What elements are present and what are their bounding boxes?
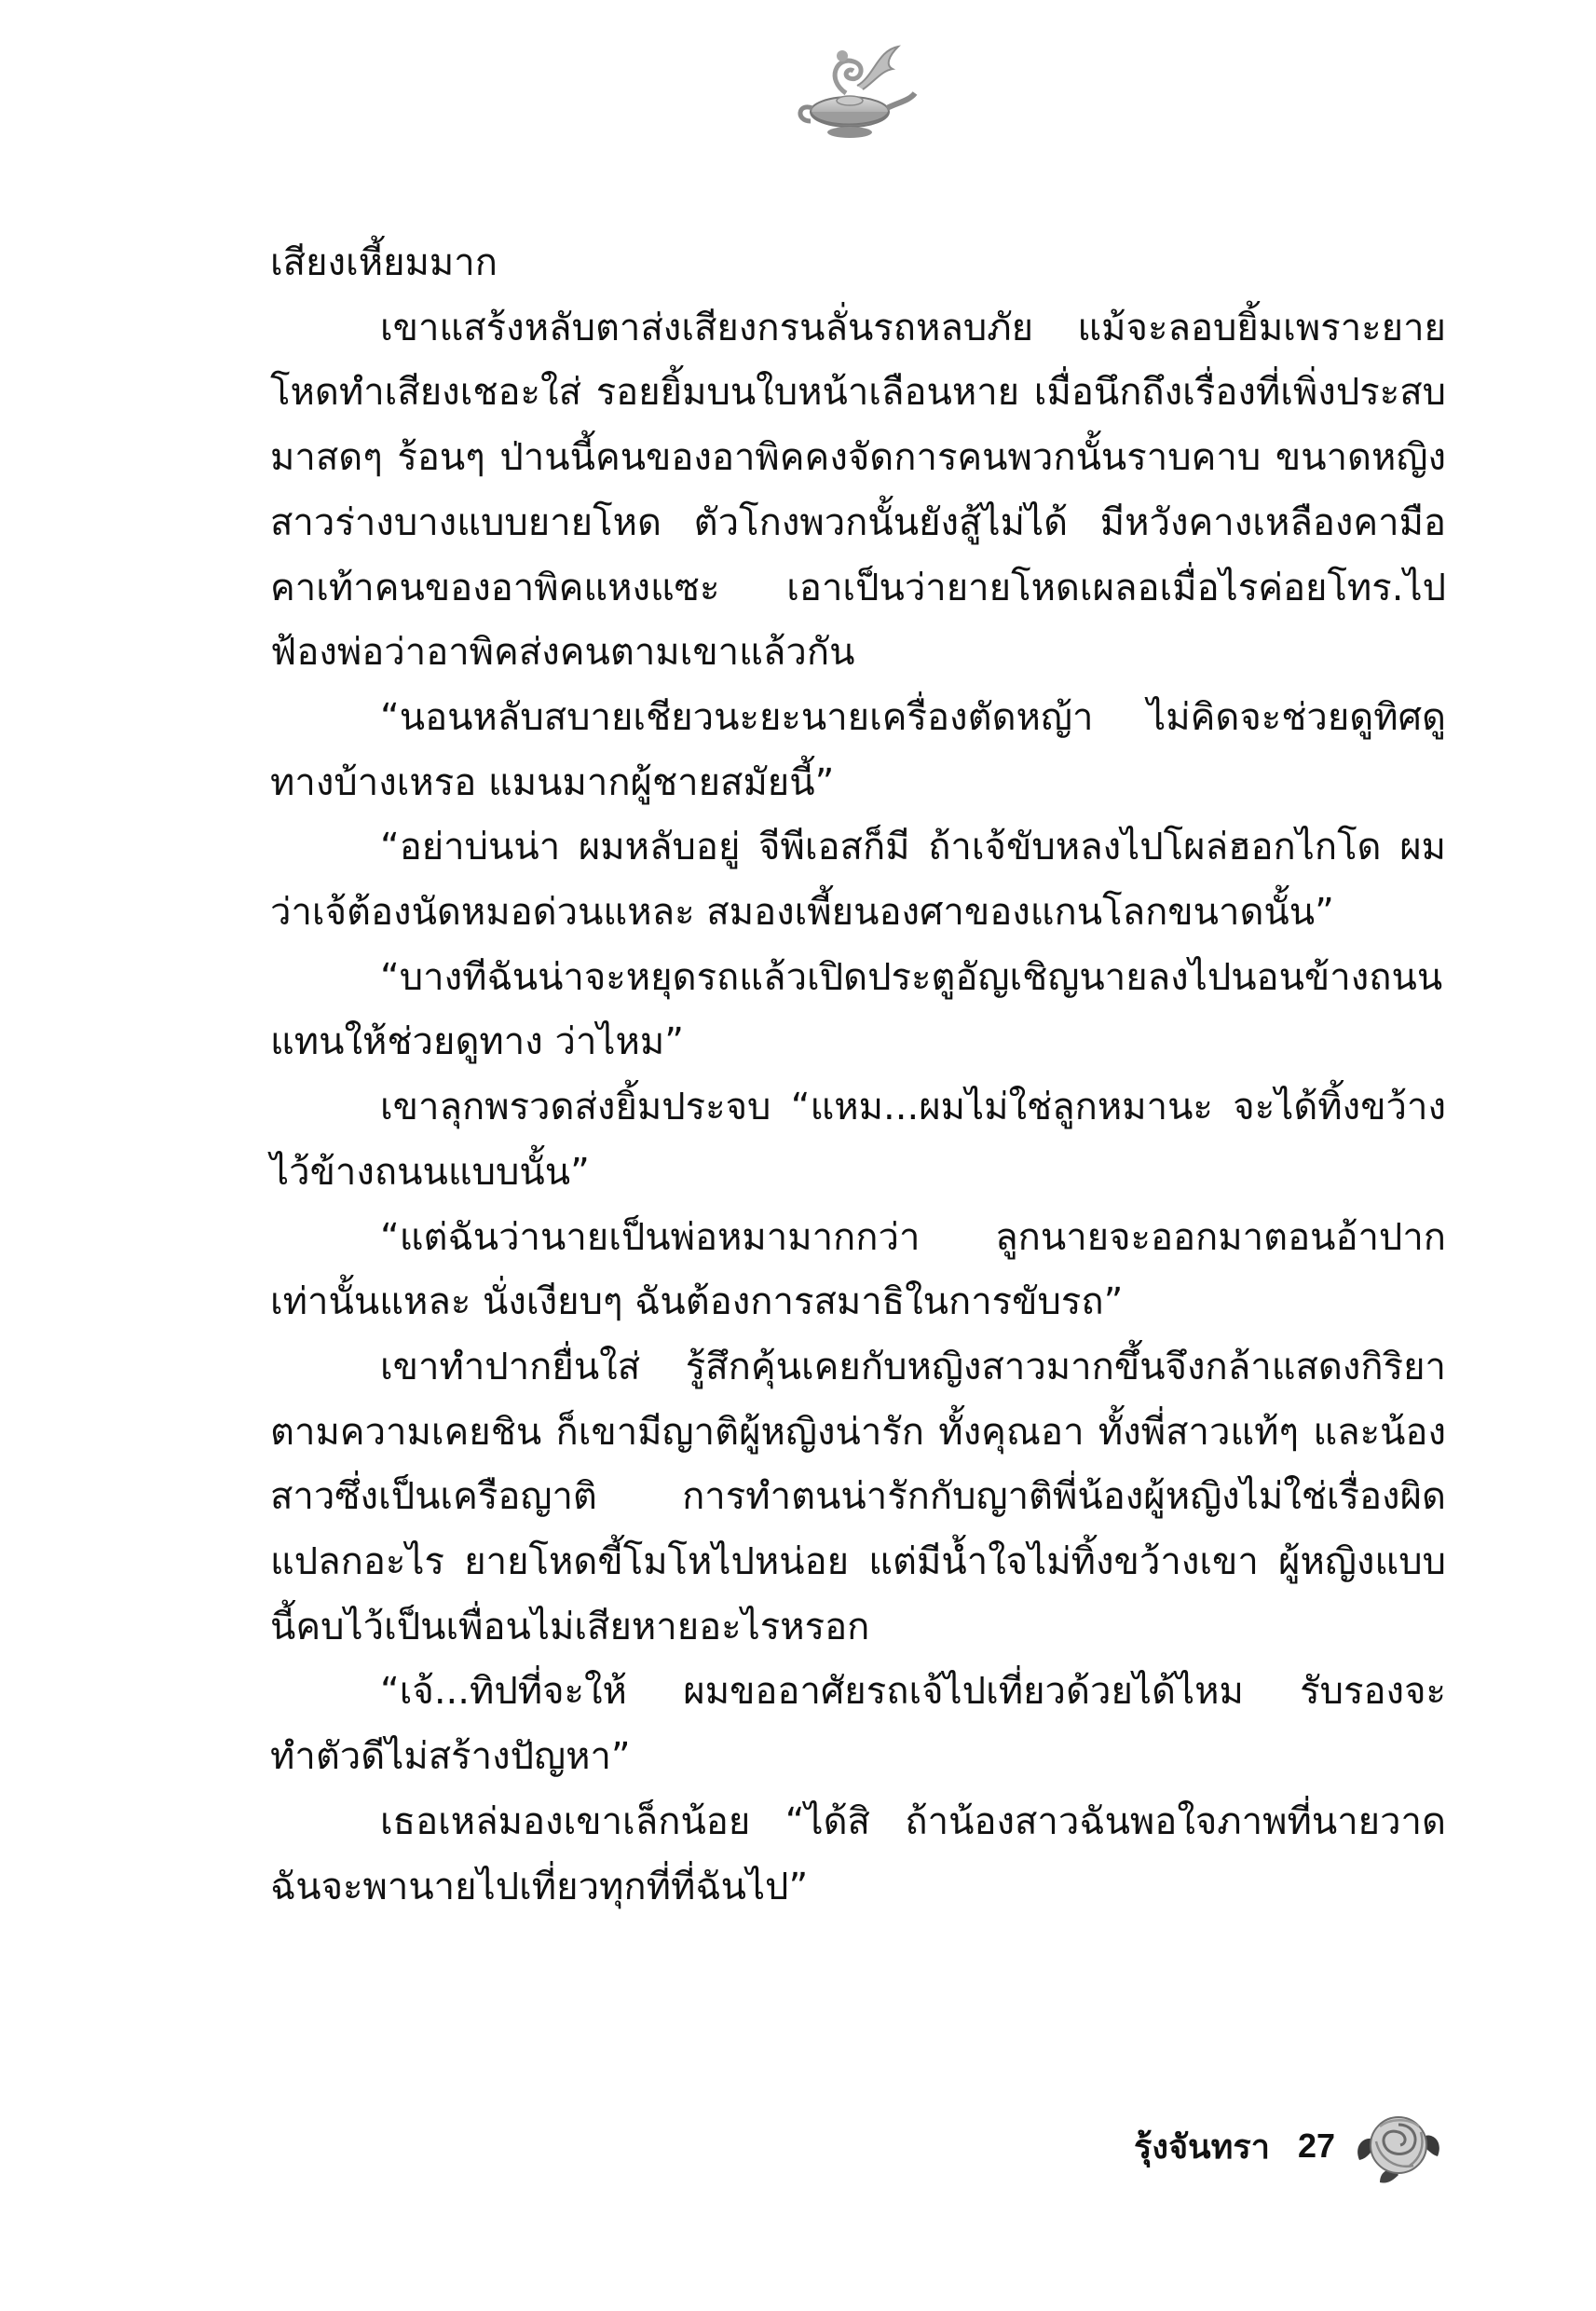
story-text bbox=[270, 231, 1446, 1920]
paragraph: เขาลุกพรวดส่งยิ้มประจบ “แหม...ผมไม่ใช่ลูกหมานะ จะได้ทิ้งขว้างไว้ข้างถนนแบบนั้น” bbox=[270, 1086, 1446, 1194]
genie-lamp-icon bbox=[788, 28, 919, 158]
book-title: รุ้งจันทรา bbox=[1134, 2127, 1270, 2167]
paragraph: “เจ้...ทิปที่จะให้ ผมขออาศัยรถเจ้ไปเที่ยวด้วยได้ไหม รับรองจะทำตัวดีไม่สร้างปัญหา” bbox=[270, 1670, 1446, 1779]
paragraph: “บางทีฉันน่าจะหยุดรถแล้วเปิดประตูอัญเชิญนายลงไปนอนข้างถนนแทนให้ช่วยดูทาง ว่าไหม” bbox=[270, 955, 1443, 1064]
rose-icon bbox=[1352, 2104, 1445, 2188]
paragraph: “อย่าบ่นน่า ผมหลับอยู่ จีพีเอสก็มี ถ้าเจ้ขับหลงไปโผล่ฮอกไกโด ผมว่าเจ้ต้องนัดหมอด่วนแหละ สมองเพี้ยนองศาของแกนโลกขนาดนั้น” bbox=[270, 826, 1446, 935]
paragraph: เสียงเหี้ยมมาก bbox=[270, 241, 498, 284]
paragraph: เขาแสร้งหลับตาส่งเสียงกรนลั่นรถหลบภัย แม้จะลอบยิ้มเพราะยายโหดทำเสียงเชอะใส่ รอยยิ้มบนใบหน้าเลือนหาย เมื่อนึกถึงเรื่องที่เพิ่งประสบมาสดๆ ร้อนๆ ป่านนี้คนของอาพิคคงจัดการคนพวกนั้นราบคาบ ขนาดหญิงสาวร่างบางแบบยายโหด ตัวโกงพวกนั้นยังสู้ไม่ได้ มีหวังคางเหลืองคามือคาเท้าคนของอาพิคแหงแซะ เอาเป็นว่ายายโหดเผลอเมื่อไรค่อยโทร.ไปฟ้องพ่อว่าอาพิคส่งคนตามเขาแล้วกัน bbox=[270, 306, 1446, 675]
page-number: 27 bbox=[1297, 2126, 1335, 2165]
page-footer bbox=[1134, 2104, 1445, 2188]
paragraph: “นอนหลับสบายเชียวนะยะนายเครื่องตัดหญ้า ไม่คิดจะช่วยดูทิศดูทางบ้างเหรอ แมนมากผู้ชายสมัยนี้” bbox=[270, 695, 1446, 804]
paragraph: เธอเหล่มองเขาเล็กน้อย “ได้สิ ถ้าน้องสาวฉันพอใจภาพที่นายวาดฉันจะพานายไปเที่ยวทุกที่ที่ฉันไป” bbox=[270, 1799, 1446, 1908]
paragraph: เขาทำปากยื่นใส่ รู้สึกคุ้นเคยกับหญิงสาวมากขึ้นจึงกล้าแสดงกิริยาตามความเคยชิน ก็เขามีญาติผู้หญิงน่ารัก ทั้งคุณอา ทั้งพี่สาวแท้ๆ และน้องสาวซึ่งเป็นเครือญาติ การทำตนน่ารักกับญาติพี่น้องผู้หญิงไม่ใช่เรื่องผิดแปลกอะไร ยายโหดขี้โมโหไปหน่อย แต่มีน้ำใจไม่ทิ้งขว้างเขา ผู้หญิงแบบนี้คบไว้เป็นเพื่อนไม่เสียหายอะไรหรอก bbox=[270, 1345, 1446, 1648]
paragraph: “แต่ฉันว่านายเป็นพ่อหมามากกว่า ลูกนายจะออกมาตอนอ้าปากเท่านั้นแหละ นั่งเงียบๆ ฉันต้องการสมาธิในการขับรถ” bbox=[270, 1215, 1446, 1324]
